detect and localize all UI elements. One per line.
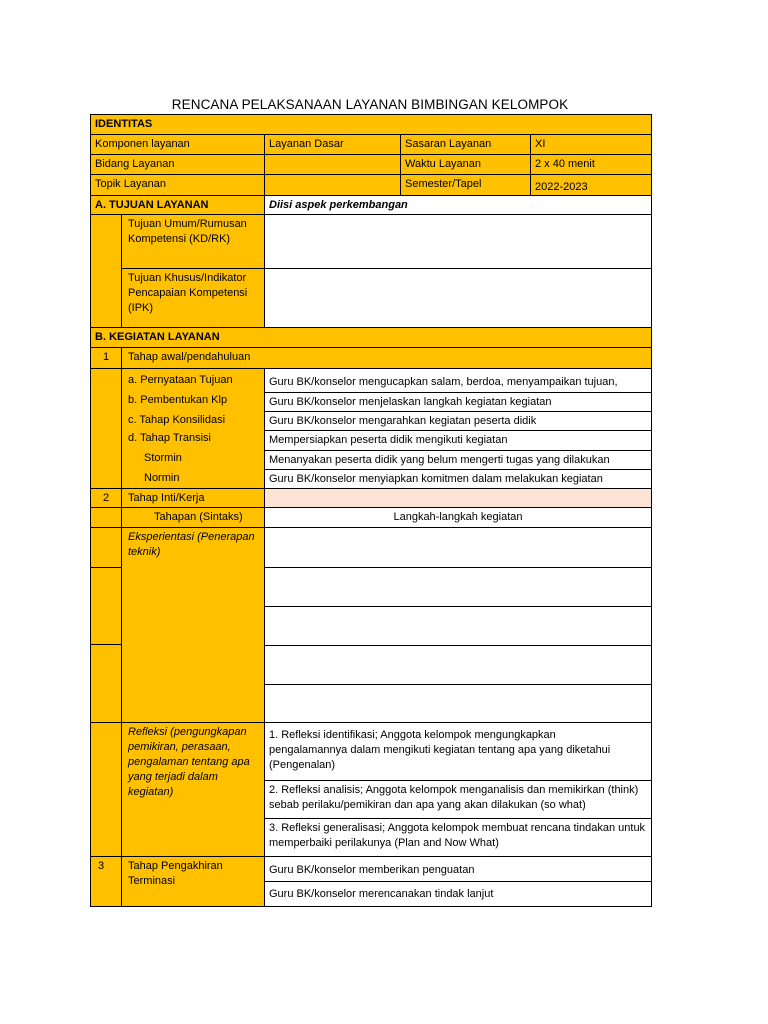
substep-label: Stormin (144, 452, 182, 464)
identitas-label-topik: Topik Layanan (90, 174, 265, 196)
substep-label: d. Tahap Transisi (128, 432, 211, 444)
document-title: RENCANA PELAKSANAAN LAYANAN BIMBINGAN KELOMPOK (171, 97, 569, 112)
tahap3-activity: Guru BK/konselor merencanakan tindak lanjut (264, 881, 652, 907)
identitas-label-sasaran: Sasaran Layanan (400, 134, 531, 155)
eksperientasi-step (264, 527, 652, 568)
eksperientasi-step (264, 606, 652, 646)
langkah-kegiatan-header: Langkah-langkah kegiatan (264, 507, 652, 528)
eksperientasi-number-cell (90, 567, 122, 645)
tahap1-activity: Guru BK/konselor menyiapkan komitmen dalam melakukan kegiatan (264, 469, 652, 489)
identitas-label-bidang: Bidang Layanan (90, 154, 265, 175)
tujuan-umum-label: Tujuan Umum/Rumusan Kompetensi (KD/RK) (121, 214, 265, 269)
eksperientasi-label: Eksperientasi (Penerapan teknik) (121, 527, 265, 723)
tujuan-khusus-value (264, 268, 652, 328)
identitas-value-waktu: 2 x 40 menit (530, 154, 652, 175)
tahap1-activity: Guru BK/konselor mengucapkan salam, berdoa, menyampaikan tujuan, (264, 368, 652, 393)
tujuan-note: Diisi aspek perkembangan (264, 195, 652, 215)
identitas-value-bidang (264, 154, 401, 175)
substep-label: Normin (144, 472, 180, 484)
refleksi-item: 3. Refleksi generalisasi; Anggota kelompok membuat rencana tindakan untuk memperbaiki perilakunya (Plan and Now What) (264, 818, 652, 857)
identitas-value-semester: 2022-2023 (530, 174, 652, 196)
tahap1-activity: Mempersiapkan peserta didik mengikuti kegiatan (264, 430, 652, 451)
tahap1-number-spacer (90, 368, 122, 489)
eksperientasi-number-cell (90, 644, 122, 723)
identitas-label-semester: Semester/Tapel (400, 174, 531, 196)
tahapan-number-spacer (90, 507, 122, 528)
eksperientasi-step (264, 645, 652, 685)
tahap3-activity: Guru BK/konselor memberikan penguatan (264, 856, 652, 882)
refleksi-label: Refleksi (pengungkapan pemikiran, perasaan, pengalaman tentang apa yang terjadi dalam kegiatan) (121, 722, 265, 857)
kegiatan-header: B. KEGIATAN LAYANAN (90, 327, 652, 348)
tahap1-number: 1 (90, 347, 122, 369)
identitas-label-waktu: Waktu Layanan (400, 154, 531, 175)
tahap1-label: Tahap awal/pendahuluan (121, 347, 652, 369)
substep-label: b. Pembentukan Klp (128, 394, 228, 406)
tujuan-umum-value (264, 214, 652, 269)
eksperientasi-step (264, 567, 652, 607)
identitas-value-sasaran: XI (530, 134, 652, 155)
tahap1-activity: Menanyakan peserta didik yang belum mengerti tugas yang dilakukan (264, 450, 652, 470)
tahap2-label-fill (264, 488, 652, 508)
refleksi-item: 1. Refleksi identifikasi; Anggota kelompok mengungkapkan pengalamannya dalam mengikuti kegiatan tentang apa yang diketahui (Pengenalan) (264, 722, 652, 781)
tahap3-label: Tahap Pengakhiran Terminasi (121, 856, 265, 907)
refleksi-number-cell (90, 722, 122, 857)
refleksi-item: 2. Refleksi analisis; Anggota kelompok menganalisis dan memikirkan (think) sebab perilaku/pemikiran dan apa yang akan dilakukan (so what) (264, 780, 652, 819)
tahapan-sintaks-label: Tahapan (Sintaks) (121, 507, 265, 528)
eksperientasi-number-cell (90, 527, 122, 568)
identitas-label-komponen: Komponen layanan (90, 134, 265, 155)
tujuan-khusus-label: Tujuan Khusus/Indikator Pencapaian Kompetensi (IPK) (121, 268, 265, 328)
identitas-header: IDENTITAS (90, 114, 652, 135)
tahap1-substep-labels (128, 370, 264, 488)
tahap1-activity: Guru BK/konselor mengarahkan kegiatan peserta didik (264, 411, 652, 431)
eksperientasi-step (264, 684, 652, 723)
substep-label: a. Pernyataan Tujuan (128, 374, 233, 386)
identitas-value-topik (264, 174, 401, 196)
tahap2-number: 2 (90, 488, 122, 508)
substep-label: c. Tahap Konsilidasi (128, 414, 226, 426)
tujuan-header: A. TUJUAN LAYANAN (90, 195, 265, 215)
tahap2-label: Tahap Inti/Kerja (121, 488, 265, 508)
identitas-value-komponen: Layanan Dasar (264, 134, 401, 155)
tahap1-activity: Guru BK/konselor menjelaskan langkah kegiatan kegiatan (264, 392, 652, 412)
tujuan-number-cell (90, 214, 122, 328)
tahap3-number: 3 (90, 856, 122, 907)
rpl-table (90, 114, 652, 907)
